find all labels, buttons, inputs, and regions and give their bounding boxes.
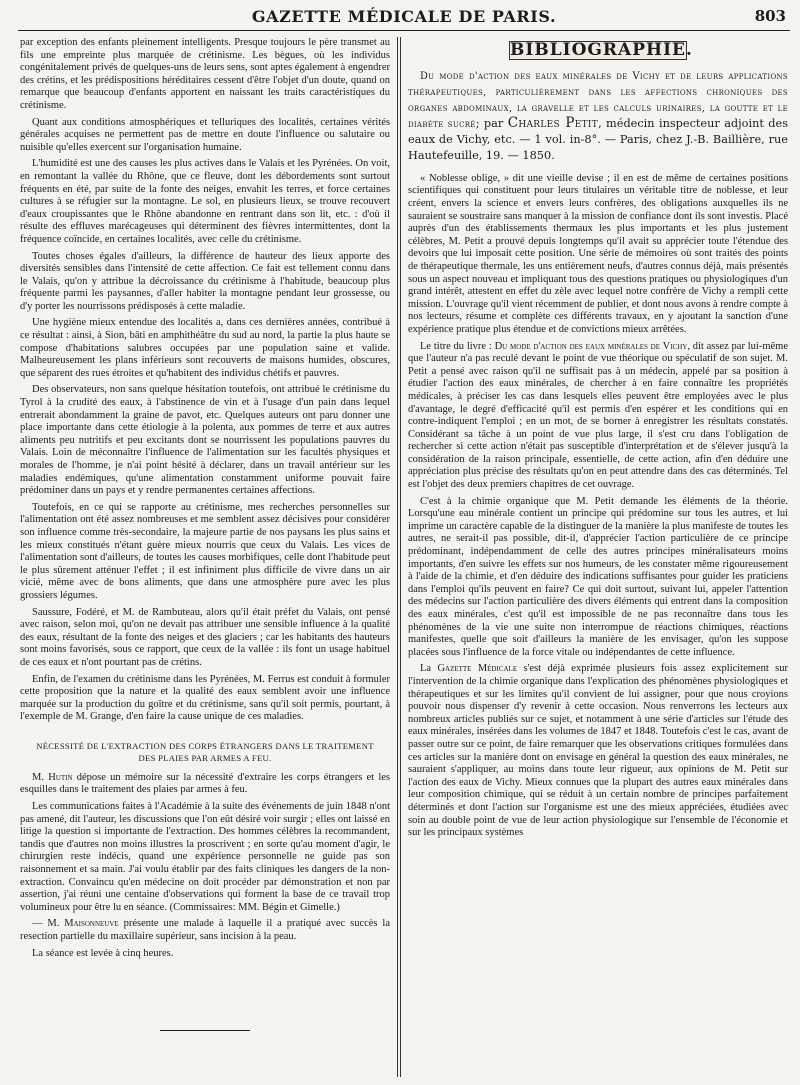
paragraph: Toutefois, en ce qui se rapporte au crétinisme, mes recherches personnelles sur l'alimentation ont été assez nombreuses et me semblent assez décisives pour considérer son influence comme très-secondaire, la majeure partie de nos paysans les plus sains et les mieux constitués n'étant guère mieux nourris que ceux du Valais. Les vices de l'alimentation sont d'ailleurs, de toutes les causes morbifiques, celle dont l'habitude peut le plus sûrement atténuer l'effet ; il est infiniment plus difficile de vivre dans un air vicié, même avec de bons aliments, que dans une atmosphère pure avec les plus grossiers légumes. [20,501,390,601]
paragraph-text: — M. [32,918,65,930]
paragraph-text: s'est déjà exprimée plusieurs fois assez explicitement sur l'intervention de la chimie organique dans l'explication des phénomènes physiologiques et thérapeutiques et sur les limites qu'il convient de lui assigner, pour que nous croyions pouvoir nous dispenser d'y revenir à cette occasion. Nous renverrons les lecteurs aux nombreux articles publiés sur ce sujet, et notamment à une série d'articles sur l'étude des eaux minérales, insérées dans les volumes de 1847 et 1848. Toutefois c'est le cas, avant de passer outre sur ce point, de faire remarquer que les observations critiques formulées dans ces articles sur la manière dont on envisage en général la question des eaux minérales, ne sauraient s'appliquer, au moins dans toute leur rigueur, aux opinions de M. Petit sur l'action des eaux de Vichy. Mieux connues que la plupart des autres eaux minérales dans leur composition chimique, qui se réduit à un certain nombre de principes parfaitement déterminés et dont l'action sur l'organisme est une des mieux appréciées, étudiées avec soin au double point de vue de leur action physiologique sur l'ensemble de l'économie et sur les principaux systèmes [408,663,788,839]
maisonneuve-paragraph [20,918,390,943]
page-number: 803 [754,7,786,25]
journal-name: Gazette Médicale [437,663,518,675]
book-title-inline: Du mode d'action des eaux minérales de Vichy [494,340,688,352]
book-author-prefix: ; par [475,117,508,131]
paragraph-text: , dit assez par lui-même que l'auteur n'a pas reculé devant le point de vue théorique ou spéculatif de son sujet. M. Petit a pensé avec raison qu'il ne suffisait pas à un médecin, appelé par sa position à étudier l'action des eaux minérales, de chercher à en faire connaître les propriétés médicales, à préciser les cas dans lesquels elles peuvent être employées avec le plus d'avantage, le degré d'efficacité qu'il est permis d'en espérer et les conditions qui en contre-indiquent l'emploi ; en un mot, de se borner à enregistrer les résultats constatés. Considérant sa tâche à un point de vue plus large, il s'est cru dans l'obligation de rechercher si cette action n'était pas susceptible d'interprétation et de s'élever jusqu'à la considération de la raison principale, essentielle, de cette action, afin d'en déduire une appréciation plus précise des résultats qu'on en peut attendre dans des cas déterminés. Tel est l'objet des deux premiers chapitres de cet ouvrage. [408,340,788,491]
author-name: M. Hutin [32,771,73,783]
book-reference [408,68,788,163]
paragraph: « Noblesse oblige, » dit une vieille devise ; il en est de même de certaines positions scientifiques qui constituent pour leurs titulaires un véritable titre de noblesse, et leur créent, envers la science et envers leurs confrères, des obligations auxquelles ils ne sauraient se soustraire sans manquer à la mission de confiance dont ils sont investis. Placé auprès d'un des établissements thermaux les plus importants et les plus justement célèbres, M. Petit a prouvé depuis longtemps qu'il avait su apprécier toute l'étendue des devoirs que lui imposait cette position. Une série de mémoires où sont traités des points de thérapeutique thermale, les uns entièrement neufs, d'autres connus déjà, mais présentés sous un aspect nouveau et impliquant tous des questions pratiques ou physiologiques d'un grand intérêt, attestent en effet du zèle avec lequel notre confrère de Vichy a rempli cette mission. L'ouvrage qu'il vient récemment de publier, et dont nous avons à rendre compte à nos lecteurs, résume et complète ces différents travaux, en y ajoutant la sanction d'une expérience pratique plus étendue et de convictions mieux arrêtées. [408,172,788,335]
hutin-paragraph [20,772,390,797]
column-rule [400,37,401,1077]
paragraph: Les communications faites à l'Académie à la suite des événements de juin 1848 n'ont pas amené, dit l'auteur, les discussions que l'on eût désiré voir surgir ; elles ont laissé en litige la question si importante de l'extraction. Des hommes célèbres la recommandent, tandis que d'autres non moins illustres la proscrivent ; en sorte qu'au moment d'agir, le chirurgien reste indécis, quand une expérience personnelle ne guide pas son raisonnement et sa main. J'ai voulu établir par des faits cliniques les dangers de la non-extraction. Convaincu qu'en médecine on doit procéder par démonstration et non par assertion, j'ai réuni une centaine d'observations qui forment la base de ce travail trop volumineux pour être lu en séance. (Commissaires: MM. Bégin et Gimelle.) [20,801,390,913]
closing-line: La séance est levée à cinq heures. [32,947,174,959]
paragraph: par exception des enfants pleinement intelligents. Presque toujours le père transmet au fils une empreinte plus marquée de crétinisme. Les bègues, où les individus congénitalement privés de quelques-uns de leurs sens, sont aptes également à engendrer des crétins, et les prédispositions héréditaires cessent d'être l'objet d'un doute, quand on remarque que beaucoup d'enfants apportent en naissant les traits caractéristiques du crétinisme. [20,37,390,111]
paragraph: Une hygiène mieux entendue des localités a, dans ces dernières années, contribué à ce résultat : ainsi, à Sion, bâti en amphithéâtre du sud au nord, la partie la plus haute se compose d'habitations salubres occupées par une population saine et valide. Malheureusement les plans inférieurs sont recouverts de maisons humides, obscures, que séparent des rues étroites et qu'habitent des individus chétifs et pauvres. [20,317,390,379]
paragraph-text: La [420,663,438,675]
author-name: Maisonneuve [64,918,119,930]
section-subheading [20,740,390,764]
paragraph [408,341,788,492]
paragraph: Des observateurs, non sans quelque hésitation toutefois, ont attribué le crétinisme du Tyrol à la crudité des eaux, à l'abstinence de vin et à l'usage d'un pain dans lequel entrerait abondamment la graine de pavot, etc. Quelques auteurs ont paru donner une place importante dans cette étiologie à la polenta, aux pommes de terre et aux autres aliments peu nutritifs et peu excitants dont se nourrissent les populations pauvres du Valais. Loin de méconnaître l'influence de l'alimentation sur les facultés physiques et morales de l'homme, je n'ai point hésité à déclarer, dans un travail antérieur sur les maladies endémiques, qu'une alimentation constamment uniforme pouvait faire prédominer dans un pays et y rendre permanentes certaines affections. [20,384,390,497]
left-column [20,37,390,1083]
column-rule [397,37,398,1077]
paragraph: Toutes choses égales d'ailleurs, la différence de hauteur des lieux apporte des diversités sensibles dans l'intensité de cette affection. Ce fait est tellement connu dans le Valais, qu'on y attribue la décroissance du crétinisme à l'habitude, beaucoup plus fréquente parmi les paysannes, d'aller habiter la montagne pendant leur grossesse, ou d'y porter les nourrissons prédisposés à cette maladie. [20,250,390,312]
paragraph-text: Le titre du livre : [420,340,495,352]
paragraph: Enfin, de l'examen du crétinisme dans les Pyrénées, M. Ferrus est conduit à formuler cette proposition que la nature et la qualité des eaux semblent avoir une influence marquée sur la production du goître et du crétinisme, sans qu'il soit permis, pourtant, à l'exemple de M. Grange, d'en faire la cause unique de ces maladies. [20,673,390,723]
paragraph: L'humidité est une des causes les plus actives dans le Valais et les Pyrénées. On voit, en remontant la vallée du Rhône, que ce fleuve, dont les débordements sont surtout fréquents en été, par suite de la fonte des neiges, envahit les terres, et force certaines cultures à se réfugier sur la montagne. Le sol, en plusieurs lieux, se trouve recouvert d'eaux croupissantes que le Rhône abandonne en rentrant dans son lit, etc. : d'où il résulte des effluves marécageuses qui déterminent des fièvres intermittentes, dont la fréquence coïncide, en certaines localités, avec celle du crétinisme. [20,158,390,245]
section-title: BIBLIOGRAPHIE. [510,40,693,60]
paragraph: C'est à la chimie organique que M. Petit demande les éléments de la théorie. Lorsqu'une eau minérale contient un principe qui prédomine sur tous les autres, et lui imprime un caractère capable de la distinguer de la manière la plus manifeste de toutes les autres, ne serait-il pas possible, dit-il, d'apprécier l'action particulière de ce principe prédominant, indépendamment de celle des autres principes minéralisateurs moins importants, d'en suivre les effets sur nos humeurs, de les constater même rigoureusement à l'aide de la chimie, et d'en déduire des indications suffisantes pour guider les praticiens dans l'emploi qu'ils peuvent en faire? Ce qui doit surtout, suivant lui, appeler l'attention des médecins sur l'action particulière des divers éléments qui entrent dans la composition des eaux minérales, c'est qu'il est impossible de ne pas reconnaître dans tous les phénomènes de la vie une suite non interrompue de réactions chimiques, réactions manifestes, quelle que soit d'ailleurs la manière de les envisager, qu'on les suppose placées sous l'influence de la force vitale ou indépendantes de cette influence. [408,495,788,658]
book-author: Charles Petit [507,115,599,132]
paragraph: Quant aux conditions atmosphériques et telluriques des localités, certaines vérités générales acquises ne permettent pas de mettre en doute l'influence ou salutaire ou nuisible qu'elles exercent sur l'organisation humaine. [20,116,390,153]
end-rule [160,1030,250,1031]
book-details: , médecin inspecteur adjoint des eaux de Vichy, etc. — 1 vol. in-8°. — Paris, chez J.-B. Baillière, rue Hautefeuille, 19. — 1850. [408,117,788,162]
subheading-line: NÉCESSITÉ DE L'EXTRACTION DES CORPS ÉTRANGERS DANS LE TRAITEMENT [36,740,374,751]
paragraph: Saussure, Fodéré, et M. de Rambuteau, alors qu'il était préfet du Valais, ont pensé avec raison, selon moi, qu'on ne devait pas attribuer une sensible influence à la qualité des eaux, résultant de la fonte des neiges et des glaciers ; car les habitants des hauteurs sont moins favorisés, sous ce rapport, que ceux de la vallée : ils font un usage habituel de ces eaux et n'ont pourtant pas de crétins. [20,606,390,668]
right-column [408,37,788,1083]
book-title: Du mode d'action des eaux minérales de Vichy et de leurs applications thérapeutiques, particulièrement dans les affections chroniques des organes abdominaux, la gravelle et les calculs urinaires, la goutte et le diabète sucré [408,70,788,131]
running-title: GAZETTE MÉDICALE DE PARIS. [251,7,557,26]
page-header [18,6,790,31]
subheading-line: DES PLAIES PAR ARMES A FEU. [138,752,272,763]
paragraph-text: dépose un mémoire sur la nécessité d'extraire les corps étrangers et les esquilles dans le traitement des plaies par armes à feu. [20,771,390,796]
paragraph-text: présente une malade à laquelle il a pratiqué avec succès la resection partielle du maxillaire supérieur, sans incision à la peau. [20,918,390,942]
paragraph [408,663,788,839]
